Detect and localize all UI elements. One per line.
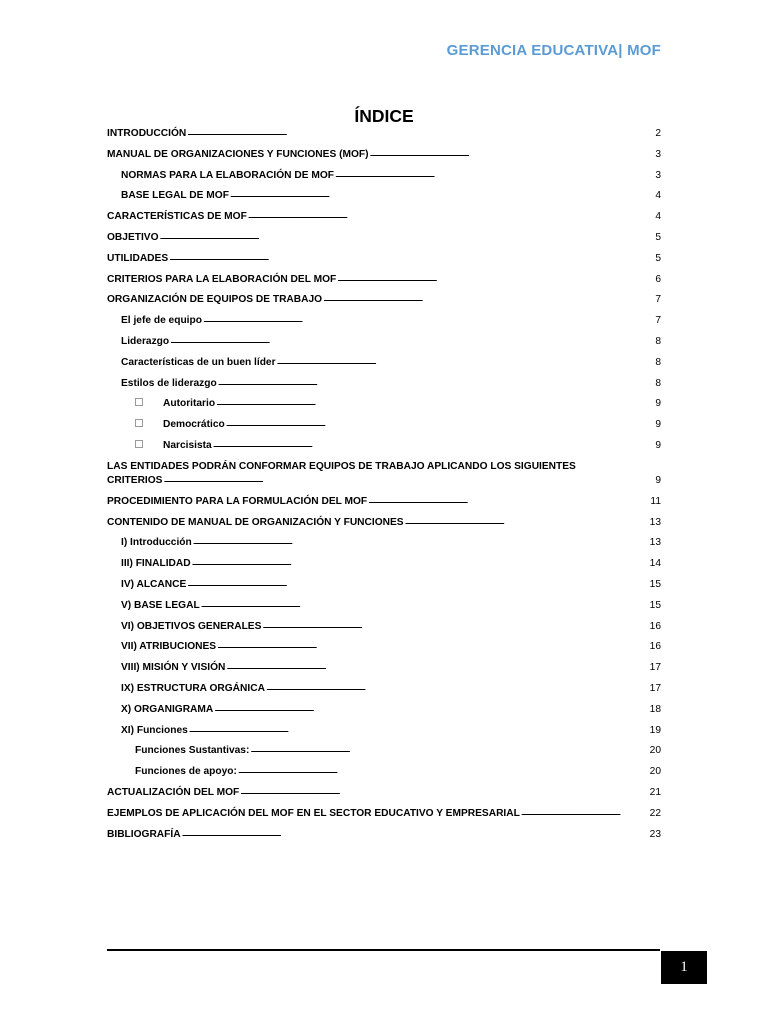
dot-leader — [521, 807, 649, 818]
dot-leader — [405, 516, 649, 527]
toc-entry-page: 3 — [655, 148, 661, 160]
toc-entry-label: X) ORGANIGRAMA — [121, 703, 214, 715]
toc-entry[interactable] — [107, 558, 661, 579]
page-number-box — [661, 951, 707, 984]
toc-entry-label: ACTUALIZACIÓN DEL MOF — [107, 786, 240, 798]
toc-entry[interactable] — [107, 232, 661, 253]
toc-entry-label: Autoritario — [163, 398, 216, 410]
toc-entry[interactable] — [107, 537, 661, 558]
dot-leader — [368, 495, 649, 506]
dot-leader — [214, 703, 648, 714]
toc-entry-page: 4 — [655, 190, 661, 202]
toc-entry-page: 13 — [649, 516, 661, 528]
toc-entry-label: INTRODUCCIÓN — [107, 128, 187, 139]
toc-entry[interactable] — [107, 662, 661, 683]
toc-entry-page: 7 — [655, 294, 661, 306]
toc-entry[interactable] — [107, 419, 661, 440]
dot-leader — [226, 661, 648, 672]
dot-leader — [335, 169, 651, 180]
dot-leader — [248, 210, 651, 221]
toc-entry-page: 3 — [655, 169, 661, 181]
toc-entry-page: 8 — [655, 377, 661, 389]
toc-entry[interactable] — [107, 725, 661, 746]
dot-leader — [370, 148, 652, 159]
toc-entry[interactable] — [107, 496, 661, 517]
toc-entry-page: 13 — [649, 537, 661, 549]
toc-entry-page: 18 — [649, 703, 661, 715]
footer-divider — [107, 949, 660, 951]
dot-leader — [201, 599, 649, 610]
toc-entry[interactable] — [107, 190, 661, 211]
dot-leader — [218, 377, 651, 388]
toc-entry-label: MANUAL DE ORGANIZACIONES Y FUNCIONES (MOF) — [107, 148, 369, 160]
toc-entry-page: 17 — [649, 682, 661, 694]
toc-entry-label: Funciones Sustantivas: — [135, 745, 250, 757]
dot-leader — [323, 293, 651, 304]
dot-leader — [182, 828, 649, 839]
toc-entry-label: VI) OBJETIVOS GENERALES — [121, 620, 262, 632]
toc-entry[interactable] — [107, 294, 661, 315]
toc-entry[interactable] — [107, 378, 661, 399]
toc-entry-page: 23 — [649, 828, 661, 840]
toc-entry-label: CARACTERÍSTICAS DE MOF — [107, 211, 247, 223]
dot-leader — [160, 231, 651, 242]
toc-title: ÍNDICE — [354, 106, 414, 126]
toc-entry-page: 9 — [655, 439, 661, 451]
toc-entry-label: PROCEDIMIENTO PARA LA FORMULACIÓN DEL MOF — [107, 495, 368, 507]
toc-entry-page: 2 — [655, 128, 661, 139]
dot-leader — [187, 578, 648, 589]
toc-entry-page: 8 — [655, 356, 661, 368]
toc-entry-page: 22 — [649, 807, 661, 819]
toc-entry-label: OBJETIVO — [107, 231, 159, 243]
toc-entry[interactable] — [107, 149, 661, 170]
toc-entry[interactable] — [107, 808, 661, 829]
toc-entry-label: El jefe de equipo — [121, 315, 202, 327]
toc-entry-page: 11 — [650, 495, 661, 507]
bullet-icon — [135, 440, 143, 448]
toc-entry-page: 20 — [649, 745, 661, 757]
toc-entry[interactable] — [107, 745, 661, 766]
toc-entry-label: Democrático — [163, 419, 225, 431]
toc-entry-label: VIII) MISIÓN Y VISIÓN — [121, 662, 226, 674]
toc-entry[interactable] — [107, 579, 661, 600]
toc-entry[interactable] — [107, 336, 661, 357]
table-of-contents — [107, 128, 661, 849]
dot-leader — [216, 397, 651, 408]
toc-entry[interactable] — [107, 461, 661, 496]
toc-entry-page: 19 — [649, 724, 661, 736]
page-number: 1 — [680, 959, 688, 975]
toc-entry-page: 15 — [649, 578, 661, 590]
toc-entry-page: 5 — [655, 252, 661, 264]
toc-entry-label-continued: CRITERIOS — [107, 474, 163, 486]
toc-entry[interactable] — [107, 704, 661, 725]
toc-entry[interactable] — [107, 170, 661, 191]
toc-entry-page: 14 — [649, 558, 661, 570]
toc-entry-page: 6 — [655, 273, 661, 285]
toc-entry-page: 20 — [649, 766, 661, 778]
dot-leader — [337, 273, 651, 284]
dot-leader — [193, 536, 649, 547]
toc-entry-label: CONTENIDO DE MANUAL DE ORGANIZACIÓN Y FUNCIONES — [107, 516, 404, 528]
toc-entry[interactable] — [107, 274, 661, 295]
toc-entry[interactable] — [107, 398, 661, 419]
toc-entry[interactable] — [107, 128, 661, 149]
dot-leader — [277, 356, 651, 367]
toc-entry[interactable] — [107, 253, 661, 274]
dot-leader — [240, 786, 648, 797]
dot-leader — [203, 314, 651, 325]
dot-leader — [262, 620, 648, 631]
dot-leader — [163, 474, 651, 485]
dot-leader — [250, 744, 648, 755]
toc-entry-page: 9 — [655, 474, 661, 486]
dot-leader — [230, 189, 651, 200]
toc-entry-label: IV) ALCANCE — [121, 578, 187, 590]
toc-entry[interactable] — [107, 517, 661, 538]
toc-entry[interactable] — [107, 440, 661, 461]
toc-entry[interactable] — [107, 787, 661, 808]
toc-entry-label: I) Introducción — [121, 537, 192, 549]
toc-entry-label: Características de un buen líder — [121, 356, 276, 368]
toc-entry[interactable] — [107, 211, 661, 232]
toc-entry[interactable] — [107, 315, 661, 336]
dot-leader — [266, 682, 649, 693]
toc-entry-page: 15 — [649, 599, 661, 611]
toc-entry[interactable] — [107, 683, 661, 704]
toc-entry[interactable] — [107, 829, 661, 850]
toc-entry-label: NORMAS PARA LA ELABORACIÓN DE MOF — [121, 169, 334, 181]
toc-entry-page: 7 — [655, 315, 661, 327]
dot-leader — [238, 765, 649, 776]
bullet-icon — [135, 398, 143, 406]
dot-leader — [226, 418, 651, 429]
toc-entry-label: LAS ENTIDADES PODRÁN CONFORMAR EQUIPOS DE TRABAJO APLICANDO LOS SIGUIENTES — [107, 460, 576, 472]
bullet-icon — [135, 419, 143, 427]
toc-entry-label: EJEMPLOS DE APLICACIÓN DEL MOF EN EL SECTOR EDUCATIVO Y EMPRESARIAL — [107, 807, 520, 819]
toc-entry-label: Estilos de liderazgo — [121, 377, 217, 389]
toc-entry-label: Narcisista — [163, 439, 212, 451]
toc-entry-label: XI) Funciones — [121, 724, 188, 736]
running-header: GERENCIA EDUCATIVA| MOF — [446, 42, 661, 59]
dot-leader — [187, 127, 651, 138]
dot-leader — [217, 640, 649, 651]
toc-entry-label: IX) ESTRUCTURA ORGÁNICA — [121, 682, 265, 694]
dot-leader — [192, 557, 649, 568]
toc-entry-page: 9 — [655, 419, 661, 431]
toc-entry-page: 17 — [649, 662, 661, 674]
toc-entry-label: UTILIDADES — [107, 252, 169, 264]
toc-entry-label: Funciones de apoyo: — [135, 766, 237, 778]
toc-entry[interactable] — [107, 621, 661, 642]
toc-entry-label: III) FINALIDAD — [121, 558, 191, 570]
toc-entry-label: ORGANIZACIÓN DE EQUIPOS DE TRABAJO — [107, 294, 323, 306]
toc-entry-page: 4 — [655, 211, 661, 223]
dot-leader — [170, 335, 651, 346]
toc-entry-label: BIBLIOGRAFÍA — [107, 828, 181, 840]
toc-entry[interactable] — [107, 600, 661, 621]
toc-entry-label: V) BASE LEGAL — [121, 599, 200, 611]
dot-leader — [169, 252, 651, 263]
toc-entry-label: VII) ATRIBUCIONES — [121, 641, 217, 653]
toc-entry-page: 16 — [649, 620, 661, 632]
dot-leader — [213, 439, 651, 450]
toc-entry[interactable] — [107, 766, 661, 787]
toc-entry-label: CRITERIOS PARA LA ELABORACIÓN DEL MOF — [107, 273, 337, 285]
toc-entry-page: 8 — [655, 335, 661, 347]
dot-leader — [189, 724, 649, 735]
toc-entry[interactable] — [107, 357, 661, 378]
toc-entry-label: Liderazgo — [121, 335, 170, 347]
toc-entry-page: 5 — [655, 231, 661, 243]
toc-entry-page: 9 — [655, 398, 661, 410]
toc-entry-label: BASE LEGAL DE MOF — [121, 190, 229, 202]
toc-entry[interactable] — [107, 641, 661, 662]
toc-entry-page: 16 — [649, 641, 661, 653]
toc-entry-page: 21 — [649, 786, 661, 798]
